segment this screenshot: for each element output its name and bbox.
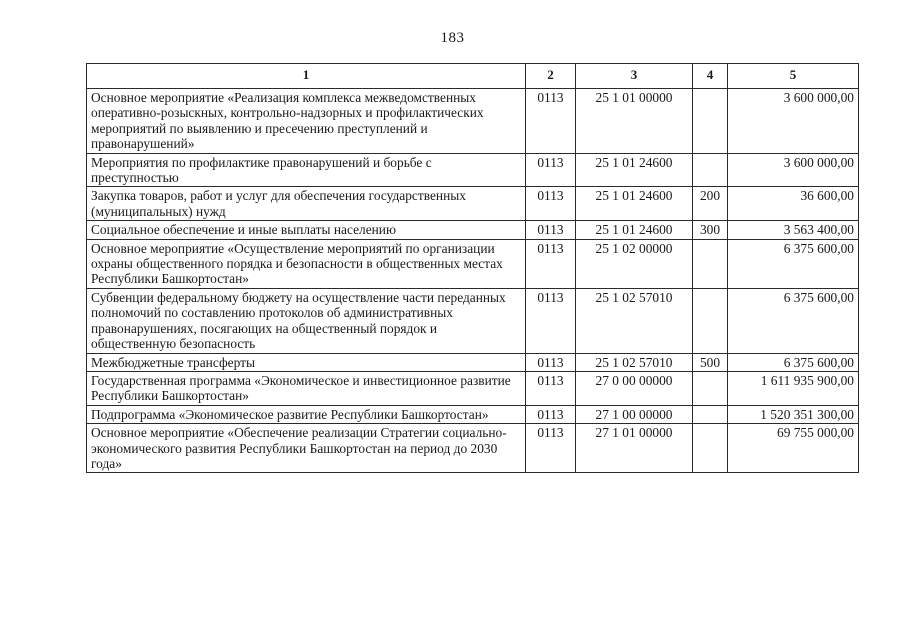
row-section-code: 0113 [526, 239, 576, 288]
row-name: Субвенции федеральному бюджету на осуществление части переданных полномочий по составлению протоколов об административных правонарушениях, посягающих на общественный порядок и общественную безопасность [87, 288, 526, 353]
row-expense-type [693, 405, 728, 423]
header-col-4: 4 [693, 64, 728, 89]
row-amount: 3 563 400,00 [728, 221, 859, 239]
row-target-code: 25 1 02 57010 [576, 353, 693, 371]
row-expense-type: 500 [693, 353, 728, 371]
table-row [87, 288, 859, 353]
row-expense-type: 200 [693, 187, 728, 221]
header-col-1: 1 [87, 64, 526, 89]
row-amount: 36 600,00 [728, 187, 859, 221]
row-target-code: 25 1 02 57010 [576, 288, 693, 353]
row-expense-type [693, 288, 728, 353]
row-target-code: 25 1 01 24600 [576, 187, 693, 221]
row-amount: 3 600 000,00 [728, 89, 859, 154]
page-number: 183 [440, 30, 465, 46]
table-row [87, 353, 859, 371]
header-col-5: 5 [728, 64, 859, 89]
row-target-code: 27 1 00 00000 [576, 405, 693, 423]
table-row [87, 371, 859, 405]
table-row [87, 89, 859, 154]
table-row [87, 187, 859, 221]
row-section-code: 0113 [526, 424, 576, 473]
row-amount: 6 375 600,00 [728, 353, 859, 371]
row-name: Основное мероприятие «Осуществление мероприятий по организации охраны общественного порядка и безопасности в общественных местах Республики Башкортостан» [87, 239, 526, 288]
row-name: Межбюджетные трансферты [87, 353, 526, 371]
row-target-code: 25 1 02 00000 [576, 239, 693, 288]
row-name: Закупка товаров, работ и услуг для обеспечения государственных (муниципальных) нужд [87, 187, 526, 221]
row-amount: 6 375 600,00 [728, 288, 859, 353]
row-amount: 1 520 351 300,00 [728, 405, 859, 423]
row-name: Государственная программа «Экономическое и инвестиционное развитие Республики Башкортостан» [87, 371, 526, 405]
row-target-code: 27 0 00 00000 [576, 371, 693, 405]
table-row [87, 424, 859, 473]
row-section-code: 0113 [526, 288, 576, 353]
row-section-code: 0113 [526, 405, 576, 423]
row-expense-type [693, 89, 728, 154]
row-section-code: 0113 [526, 153, 576, 187]
row-name: Основное мероприятие «Обеспечение реализации Стратегии социально-экономического развития Республики Башкортостан на период до 2030 года» [87, 424, 526, 473]
row-amount: 69 755 000,00 [728, 424, 859, 473]
row-name: Социальное обеспечение и иные выплаты населению [87, 221, 526, 239]
row-section-code: 0113 [526, 353, 576, 371]
table-row [87, 153, 859, 187]
table-header-row [87, 64, 859, 89]
row-section-code: 0113 [526, 221, 576, 239]
row-name: Мероприятия по профилактике правонарушений и борьбе с преступностью [87, 153, 526, 187]
table-row [87, 239, 859, 288]
row-expense-type [693, 424, 728, 473]
row-expense-type [693, 153, 728, 187]
table-row [87, 405, 859, 423]
row-name: Основное мероприятие «Реализация комплекса межведомственных оперативно-розыскных, контрольно-надзорных и профилактических мероприятий по выявлению и пресечению преступлений и правонарушений» [87, 89, 526, 154]
row-amount: 6 375 600,00 [728, 239, 859, 288]
row-section-code: 0113 [526, 89, 576, 154]
row-amount: 3 600 000,00 [728, 153, 859, 187]
row-amount: 1 611 935 900,00 [728, 371, 859, 405]
row-section-code: 0113 [526, 187, 576, 221]
header-col-3: 3 [576, 64, 693, 89]
header-col-2: 2 [526, 64, 576, 89]
row-target-code: 25 1 01 24600 [576, 221, 693, 239]
row-target-code: 27 1 01 00000 [576, 424, 693, 473]
row-section-code: 0113 [526, 371, 576, 405]
row-expense-type: 300 [693, 221, 728, 239]
budget-table [86, 63, 859, 473]
row-target-code: 25 1 01 00000 [576, 89, 693, 154]
row-expense-type [693, 239, 728, 288]
table-row [87, 221, 859, 239]
row-expense-type [693, 371, 728, 405]
row-name: Подпрограмма «Экономическое развитие Республики Башкортостан» [87, 405, 526, 423]
row-target-code: 25 1 01 24600 [576, 153, 693, 187]
